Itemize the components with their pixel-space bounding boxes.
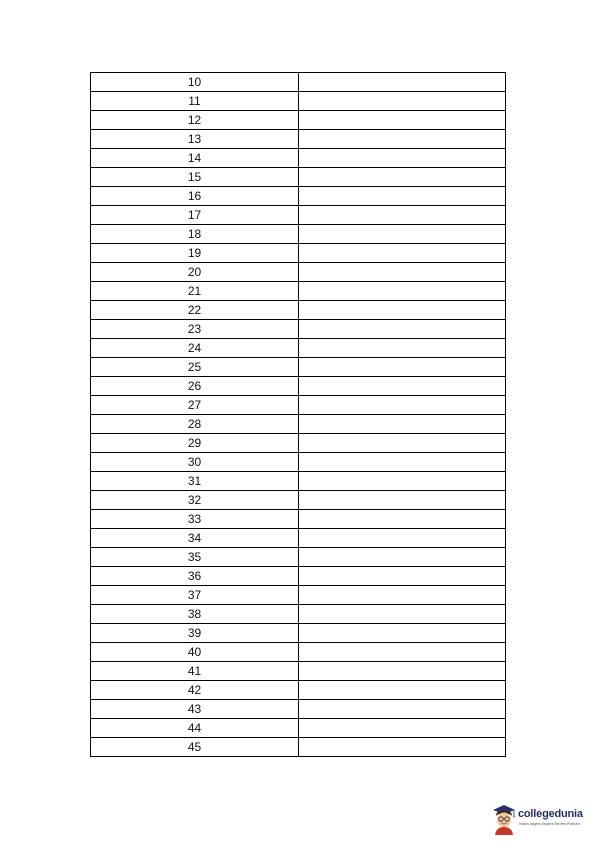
answer-table — [90, 72, 506, 757]
question-number-cell: 28 — [91, 415, 299, 434]
brand-name: collegedunia — [518, 808, 583, 820]
collegedunia-logo — [490, 801, 590, 835]
table-row — [91, 472, 506, 491]
answer-cell — [299, 206, 506, 225]
question-number-cell: 23 — [91, 320, 299, 339]
answer-cell — [299, 453, 506, 472]
answer-cell — [299, 472, 506, 491]
table-row — [91, 282, 506, 301]
question-number-cell: 21 — [91, 282, 299, 301]
answer-cell — [299, 73, 506, 92]
question-number-cell: 35 — [91, 548, 299, 567]
answer-cell — [299, 263, 506, 282]
question-number-cell: 33 — [91, 510, 299, 529]
answer-cell — [299, 624, 506, 643]
answer-cell — [299, 491, 506, 510]
question-number-cell: 10 — [91, 73, 299, 92]
table-row — [91, 263, 506, 282]
question-number-cell: 45 — [91, 738, 299, 757]
question-number-cell: 11 — [91, 92, 299, 111]
answer-cell — [299, 415, 506, 434]
table-row — [91, 168, 506, 187]
answer-cell — [299, 320, 506, 339]
table-row — [91, 586, 506, 605]
question-number-cell: 34 — [91, 529, 299, 548]
question-number-cell: 27 — [91, 396, 299, 415]
answer-cell — [299, 225, 506, 244]
question-number-cell: 14 — [91, 149, 299, 168]
answer-cell — [299, 358, 506, 377]
question-number-cell: 38 — [91, 605, 299, 624]
answer-cell — [299, 434, 506, 453]
answer-cell — [299, 111, 506, 130]
answer-cell — [299, 662, 506, 681]
answer-cell — [299, 605, 506, 624]
answer-cell — [299, 719, 506, 738]
question-number-cell: 43 — [91, 700, 299, 719]
answer-cell — [299, 643, 506, 662]
question-number-cell: 41 — [91, 662, 299, 681]
answer-cell — [299, 510, 506, 529]
table-row — [91, 624, 506, 643]
table-row — [91, 662, 506, 681]
table-row — [91, 415, 506, 434]
table-row — [91, 358, 506, 377]
table-row — [91, 225, 506, 244]
table-row — [91, 73, 506, 92]
table-row — [91, 396, 506, 415]
table-row — [91, 92, 506, 111]
question-number-cell: 12 — [91, 111, 299, 130]
answer-cell — [299, 529, 506, 548]
table-row — [91, 111, 506, 130]
question-number-cell: 17 — [91, 206, 299, 225]
answer-cell — [299, 396, 506, 415]
table-row — [91, 567, 506, 586]
table-row — [91, 377, 506, 396]
question-number-cell: 31 — [91, 472, 299, 491]
answer-cell — [299, 149, 506, 168]
brand-tagline: India's largest Student Review Platform — [519, 822, 580, 826]
question-number-cell: 39 — [91, 624, 299, 643]
question-number-cell: 13 — [91, 130, 299, 149]
question-number-cell: 16 — [91, 187, 299, 206]
question-number-cell: 36 — [91, 567, 299, 586]
question-number-cell: 25 — [91, 358, 299, 377]
answer-cell — [299, 738, 506, 757]
answer-cell — [299, 168, 506, 187]
question-number-cell: 29 — [91, 434, 299, 453]
question-number-cell: 26 — [91, 377, 299, 396]
table-row — [91, 434, 506, 453]
answer-cell — [299, 130, 506, 149]
table-row — [91, 529, 506, 548]
answer-cell — [299, 92, 506, 111]
table-row — [91, 605, 506, 624]
question-number-cell: 22 — [91, 301, 299, 320]
answer-cell — [299, 282, 506, 301]
answer-table-body — [91, 73, 506, 757]
question-number-cell: 32 — [91, 491, 299, 510]
question-number-cell: 15 — [91, 168, 299, 187]
table-row — [91, 301, 506, 320]
table-row — [91, 548, 506, 567]
question-number-cell: 24 — [91, 339, 299, 358]
student-mascot-icon — [490, 801, 518, 835]
question-number-cell: 37 — [91, 586, 299, 605]
question-number-cell: 30 — [91, 453, 299, 472]
table-row — [91, 130, 506, 149]
table-row — [91, 643, 506, 662]
table-row — [91, 149, 506, 168]
answer-cell — [299, 244, 506, 263]
table-row — [91, 681, 506, 700]
table-row — [91, 244, 506, 263]
question-number-cell: 44 — [91, 719, 299, 738]
table-row — [91, 510, 506, 529]
question-number-cell: 42 — [91, 681, 299, 700]
answer-cell — [299, 586, 506, 605]
table-row — [91, 339, 506, 358]
answer-cell — [299, 301, 506, 320]
answer-cell — [299, 681, 506, 700]
question-number-cell: 18 — [91, 225, 299, 244]
question-number-cell: 20 — [91, 263, 299, 282]
table-row — [91, 700, 506, 719]
question-number-cell: 40 — [91, 643, 299, 662]
answer-cell — [299, 548, 506, 567]
answer-cell — [299, 700, 506, 719]
question-number-cell: 19 — [91, 244, 299, 263]
table-row — [91, 187, 506, 206]
table-row — [91, 491, 506, 510]
table-row — [91, 206, 506, 225]
table-row — [91, 738, 506, 757]
table-row — [91, 719, 506, 738]
answer-cell — [299, 187, 506, 206]
answer-cell — [299, 377, 506, 396]
table-row — [91, 453, 506, 472]
answer-cell — [299, 567, 506, 586]
answer-cell — [299, 339, 506, 358]
table-row — [91, 320, 506, 339]
